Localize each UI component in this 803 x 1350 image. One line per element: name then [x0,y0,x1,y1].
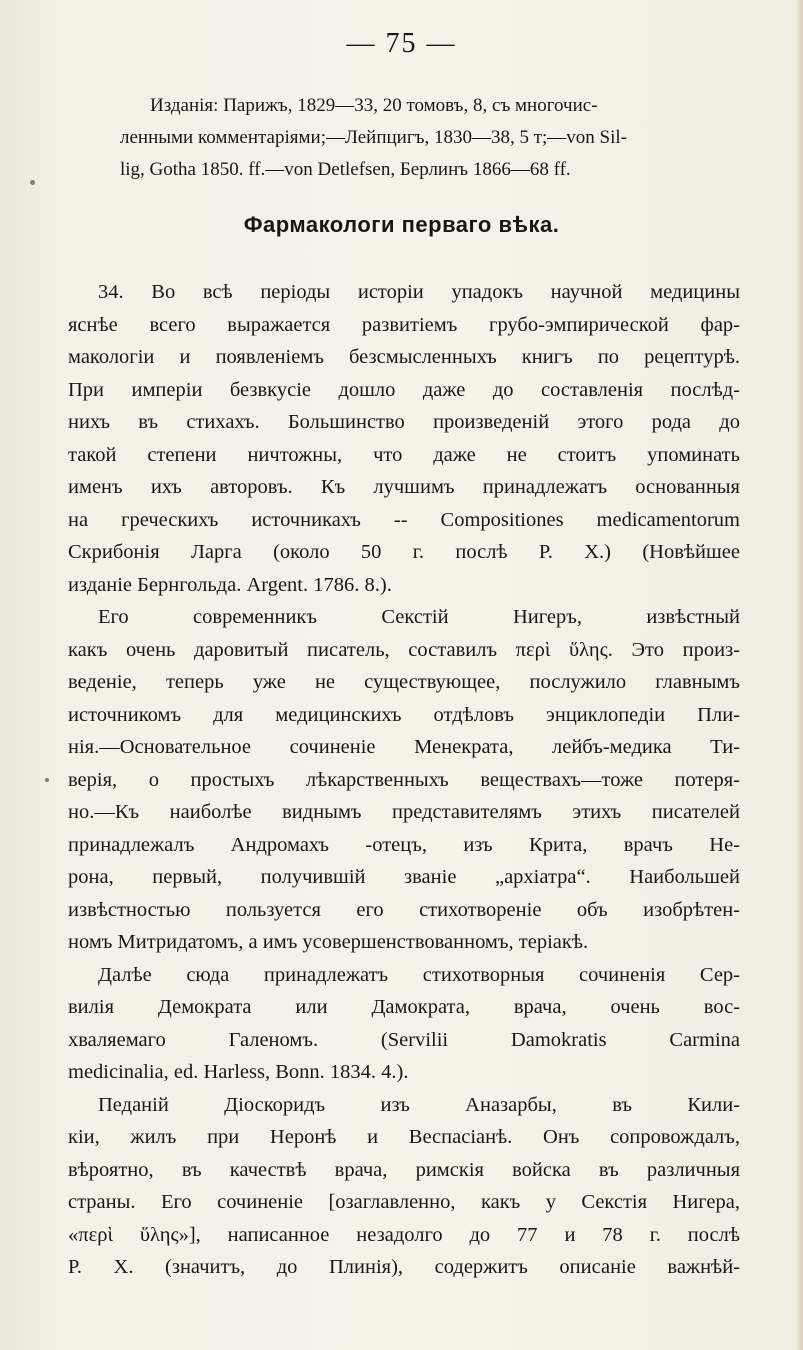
paragraph [68,276,740,601]
ink-speck [30,180,35,185]
text-line: но.—Къ наиболѣе виднымъ представителямъ этихъ писателей [68,801,740,823]
text-line: именъ ихъ авторовъ. Къ лучшимъ принадлежатъ основанныя [68,476,740,498]
page-edge [797,0,803,1350]
text-line: веденіе, теперь уже не существующее, послужило главнымъ [68,671,740,693]
editions-line: lig, Gotha 1850. ff.—von Detlefsen, Берлинъ 1866—68 ff. [120,159,571,180]
text-line: источникомъ для медицинскихъ отдѣловъ энциклопедіи Пли- [68,703,740,726]
text-line: верія, о простыхъ лѣкарственныхъ веществахъ—тоже потеря- [68,768,740,791]
text-line: рона, первый, получившій званіе „архіатра“. Наибольшей [68,866,740,888]
text-line: макологіи и появленіемъ безсмысленныхъ книгъ по рецептурѣ. [68,346,740,368]
text-line: нія.—Основательное сочиненіе Менекрата, лейбъ-медика Ти- [68,736,740,758]
text-line: Скрибонія Ларга (около 50 г. послѣ Р. Х.) (Новѣйшее [68,541,740,563]
editions-line: ленными комментаріями;—Лейпцигъ, 1830—38, 5 т;—von Sil- [120,127,627,148]
text-line: хваляемаго Галеномъ. (Servilii Damokratis Carmina [68,1028,740,1051]
text-line: Его современникъ Секстій Нигеръ, извѣстный [98,606,740,628]
text-line: такой степени ничтожны, что даже не стоитъ упоминать [68,443,740,466]
text-line: Р. Х. (значитъ, до Плинія), содержитъ описаніе важнѣй- [68,1256,740,1278]
paragraph [68,601,740,959]
body-text [68,276,740,1284]
text-line: medicinalia, ed. Harless, Bonn. 1834. 4.). [68,1061,409,1083]
text-line: яснѣе всего выражается развитіемъ грубо-эмпирической фар- [68,313,740,336]
ink-speck [45,778,49,782]
editions-note [120,90,740,186]
text-line: на греческихъ источникахъ -- Compositiones medicamentorum [68,508,740,531]
section-heading: Фармакологи перваго вѣка. [243,212,560,237]
text-line: 34. Во всѣ періоды исторіи упадокъ научной медицины [98,281,740,303]
text-line: вѣроятно, въ качествѣ врача, римскія войска въ различныя [68,1158,740,1181]
text-line: Далѣе сюда принадлежатъ стихотворныя сочиненія Сер- [98,963,740,986]
text-line: извѣстностью пользуется его стихотвореніе объ изобрѣтен- [68,898,740,921]
text-line: номъ Митридатомъ, а имъ усовершенствованномъ, теріакѣ. [68,931,589,953]
text-line: какъ очень даровитый писатель, составилъ περὶ ὕλης. Это произ- [68,638,740,661]
text-line: «περὶ ὕλης»], написанное незадолго до 77 и 78 г. послѣ [68,1223,740,1246]
text-line: кіи, жилъ при Неронѣ и Веспасіанѣ. Онъ сопровождалъ, [68,1126,740,1148]
text-line: принадлежалъ Андромахъ -отецъ, изъ Крита, врачъ Не- [68,833,740,856]
page-number: — 75 — [346,28,457,59]
text-line: нихъ въ стихахъ. Большинство произведеній этого рода до [68,411,740,433]
text-line: Педаній Діоскоридъ изъ Аназарбы, въ Кили- [98,1093,740,1116]
text-line: изданіе Бернгольда. Argent. 1786. 8.). [68,573,392,596]
editions-line: Изданія: Парижъ, 1829—33, 20 томовъ, 8, съ многочис- [150,95,598,116]
paragraph [68,1089,740,1284]
text-line: вилія Демократа или Дамократа, врача, очень вос- [68,996,740,1018]
paragraph [68,959,740,1089]
text-line: страны. Его сочиненіе [озаглавленно, какъ у Секстія Нигера, [68,1191,740,1213]
text-line: При имперіи безвкусіе дошло даже до составленія послѣд- [68,378,740,401]
